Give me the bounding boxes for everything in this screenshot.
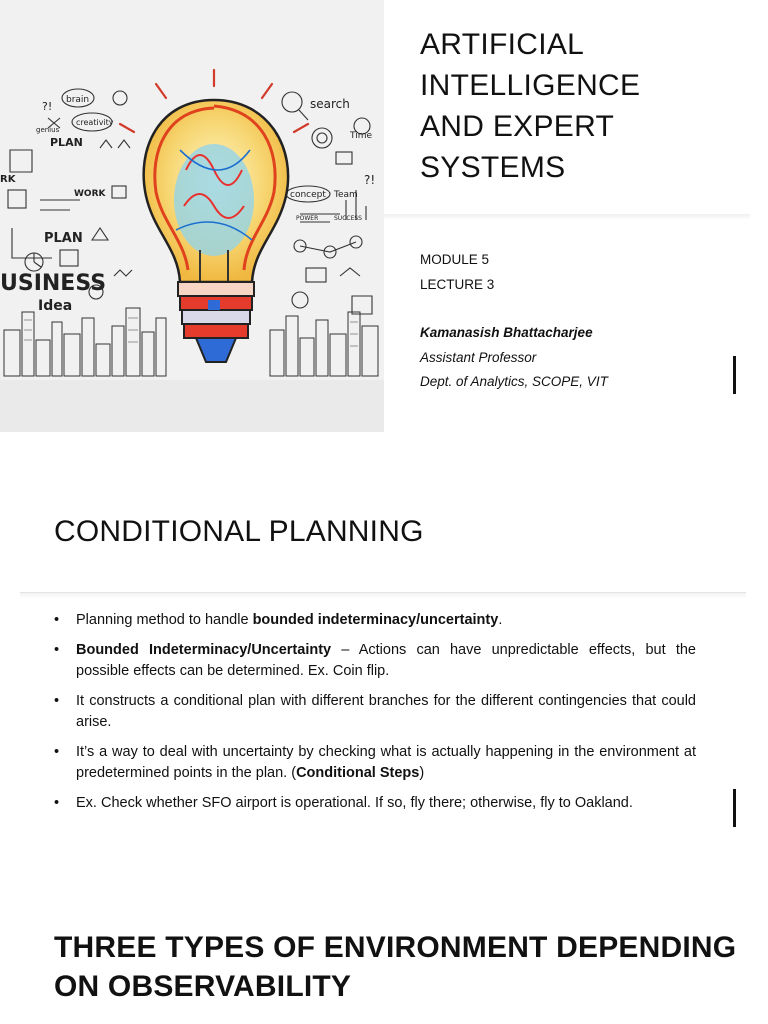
lecture-label: LECTURE 3 xyxy=(420,276,495,292)
title-line-1: THREE TYPES OF ENVIRONMENT DEPENDING xyxy=(54,931,737,964)
sketch-word-q2: ?! xyxy=(364,173,376,187)
title-line-2: ON OBSERVABILITY xyxy=(54,970,352,1003)
sketch-word-rk: RK xyxy=(0,174,16,185)
list-item: • It constructs a conditional plan with different branches for the different contingencies that could arise. xyxy=(54,693,696,730)
list-item: • Planning method to handle bounded indeterminacy/uncertainty. xyxy=(54,610,696,631)
bullet-icon: • xyxy=(54,744,60,760)
bullet-list xyxy=(54,610,696,823)
sketch-word-genius: genius xyxy=(36,126,60,134)
environment-types-slide xyxy=(0,900,768,1024)
bullet-icon: • xyxy=(54,693,60,709)
list-item: • It’s a way to deal with uncertainty by checking what is actually happening in the environment at predetermined points in the plan. (Conditional Steps) xyxy=(54,744,696,781)
bullet-icon: • xyxy=(54,642,60,658)
presentation-title xyxy=(420,24,750,188)
conditional-planning-slide xyxy=(0,445,768,877)
author-department: Dept. of Analytics, SCOPE, VIT xyxy=(420,374,608,389)
sketch-word-plan: PLAN xyxy=(50,136,83,149)
module-label: MODULE 5 xyxy=(420,252,490,267)
title-line-1: ARTIFICIAL xyxy=(420,28,585,61)
text-cursor-marker xyxy=(733,789,736,827)
title-divider xyxy=(384,214,750,220)
sketch-word-work: WORK xyxy=(74,189,106,199)
sketch-word-plan-2: PLAN xyxy=(44,231,83,246)
title-line-4: SYSTEMS xyxy=(420,151,566,184)
bullet-icon: • xyxy=(54,612,60,628)
title-slide xyxy=(0,0,768,432)
sketch-word-concept: concept xyxy=(290,190,326,200)
list-item: • Ex. Check whether SFO airport is operational. If so, fly there; otherwise, fly to Oakland. xyxy=(54,793,696,814)
sketch-word-search: search xyxy=(310,97,350,111)
lecture-meta xyxy=(420,248,740,395)
author-role: Assistant Professor xyxy=(420,349,537,365)
author-name: Kamanasish Bhattacharjee xyxy=(420,325,593,340)
sketch-word-creativity: creativity xyxy=(76,118,114,127)
sketch-word-team: Team xyxy=(334,190,358,200)
sketch-word-power: POWER xyxy=(296,215,319,222)
sketch-word-brain: brain xyxy=(66,95,90,105)
sketch-word-time: Time xyxy=(350,131,373,141)
bullet-icon: • xyxy=(54,795,60,811)
slide-title xyxy=(54,928,744,1006)
list-item: • Bounded Indeterminacy/Uncertainty – Actions can have unpredictable effects, but the possible effects can be determined. Ex. Coin flip. xyxy=(54,642,696,679)
sketch-word-business: USINESS xyxy=(0,271,107,296)
lightbulb-doodle-graphic xyxy=(0,0,384,432)
sketch-word-q1: ?! xyxy=(42,100,53,113)
sketch-word-idea: Idea xyxy=(38,298,73,314)
text-cursor-marker xyxy=(733,356,736,394)
title-line-2: INTELLIGENCE xyxy=(420,69,641,102)
lightbulb-sketch-illustration xyxy=(0,0,384,432)
title-line-3: AND EXPERT xyxy=(420,110,615,143)
sketch-word-success: SUCCESS xyxy=(334,215,362,222)
slide-title: CONDITIONAL PLANNING xyxy=(54,515,424,548)
